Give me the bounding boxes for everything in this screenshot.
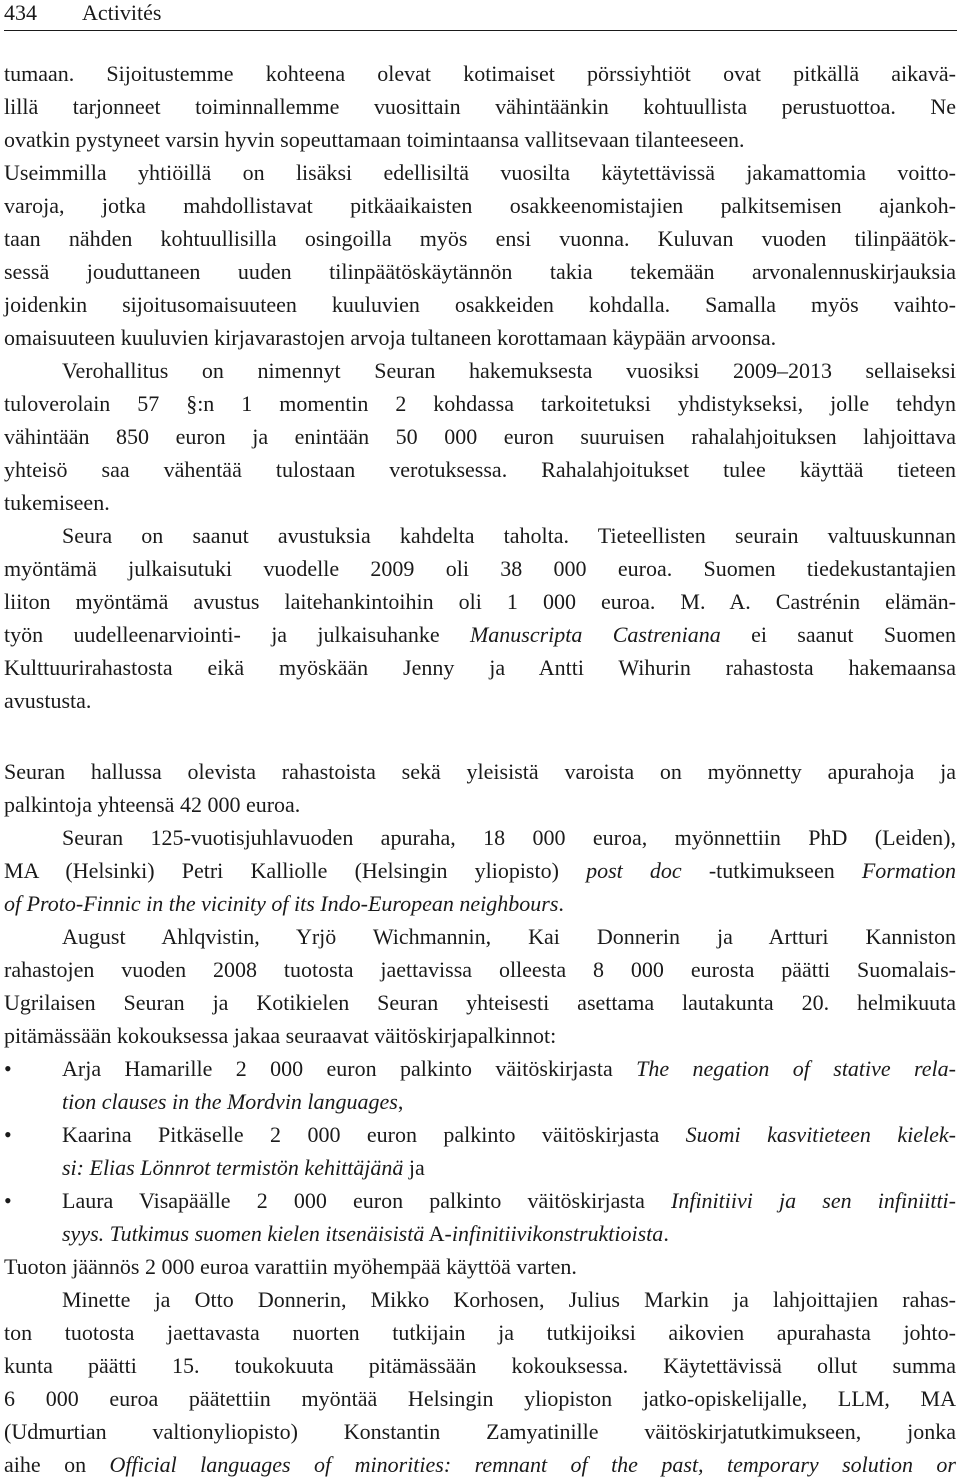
text-line: ovatkin pystyneet varsin hyvin sopeuttamaan toimintaansa vallitsevaan tilanteeseen. [4,127,745,152]
text-line: Ugrilaisen Seuran ja Kotikielen Seuran yhteisesti asettama lautakunta 20. helmikuuta [4,990,956,1015]
text-line: August Ahlqvistin, Yrjö Wichmannin, Kai Donnerin ja Artturi Kanniston [62,924,956,949]
text-line: kunta päätti 15. toukokuuta pitämässään kokouksessa. Käytettävissä ollut summa [4,1353,956,1378]
text-line: Kulttuurirahastosta eikä myöskään Jenny ja Antti Wihurin rahastosta hakemaansa [4,655,956,680]
italic-title: Official languages of minorities: remnant of the past, temporary solution or [109,1452,956,1477]
text-line: taan nähden kohtuullisilla osingoilla myös ensi vuonna. Kuluvan vuoden tilinpäätök- [4,226,956,251]
text-run: , [397,1089,404,1114]
text-line [4,1448,956,1481]
text-line: (Udmurtian valtionyliopisto) Konstantin Zamyatinille väitöskirjatutkimukseen, jonka [4,1419,956,1444]
italic-title: Formation [861,858,956,883]
text-line: Seuran hallussa olevista rahastoista sekä yleisistä varoista on myönnetty apurahoja ja [4,759,956,784]
text-line: pitämässään kokouksessa jakaa seuraavat väitöskirjapalkinnot: [4,1023,557,1048]
text-line: varoja, jotka mahdollistavat pitkäaikaisten osakkeenomistajien palkitsemisen ajankoh- [4,193,956,218]
text-line: yhteisö saa vähentää tulostaan verotuksessa. Rahalahjoitukset tulee käyttää tieteen [4,457,956,482]
text-run: -tutkimukseen [681,858,862,883]
text-line: tuloverolain 57 §:n 1 momentin 2 kohdassa tarkoitetuksi yhdistykseksi, jolle tehdyn [4,391,956,416]
text-line: vähintään 850 euron ja enintään 50 000 euron suuruisen rahalahjoituksen lahjoittava [4,424,956,449]
text-run: aihe on [4,1452,110,1477]
text-line: tumaan. Sijoitustemme kohteena olevat kotimaiset pörssiyhtiöt ovat pitkällä aikavä- [4,61,956,86]
text-line: lillä tarjonneet toiminnallemme vuosittain vähintäänkin kohtuullista perustuottoa. Ne [4,94,956,119]
text-line: myöntämä julkaisutuki vuodelle 2009 oli 38 000 euroa. Suomen tiedekustantajien [4,556,956,581]
bullet-marker: • [4,1056,12,1081]
text-run: Laura Visapäälle 2 000 euron palkinto väitöskirjasta [62,1188,671,1213]
text-run: . [663,1221,669,1246]
italic-title: syys. Tutkimus suomen kielen itsenäisistä [62,1221,425,1246]
header-rule [4,30,957,31]
text-line: avustusta. [4,688,92,713]
text-run: Arja Hamarille 2 000 euron palkinto väitöskirjasta [62,1056,637,1081]
italic-title: Manuscripta Castreniana [469,622,721,647]
list-item-continuation [62,1085,956,1118]
italic-title: si: Elias Lönnrot termistön kehittäjänä [62,1155,404,1180]
text-line: rahastojen vuoden 2008 tuotosta jaettavissa olleesta 8 000 eurosta päätti Suomalais- [4,957,956,982]
text-line: joidenkin sijoitusomaisuuteen kuuluvien osakkeiden kohdalla. Samalla myös vaihto- [4,292,956,317]
text-line: Seuran 125-vuotisjuhlavuoden apuraha, 18 000 euroa, myönnettiin PhD (Leiden), [62,825,956,850]
italic-term: post doc [586,858,682,883]
text-line: omaisuuteen kuuluvien kirjavarastojen arvoja tultaneen korottamaan käypään arvoonsa. [4,325,777,350]
bullet-marker: • [4,1122,12,1147]
italic-title: Infinitiivi ja sen infiniitti- [671,1188,956,1213]
list-item [62,1052,956,1085]
italic-title: of Proto-Finnic in the vicinity of its Indo-European neighbours [4,891,559,916]
italic-title: The negation of stative rela- [636,1056,956,1081]
text-line: 6 000 euroa päätettiin myöntää Helsingin yliopiston jatko-opiskelijalle, LLM, MA [4,1386,956,1411]
text-line: Minette ja Otto Donnerin, Mikko Korhosen, Julius Markin ja lahjoittajien rahas- [62,1287,956,1312]
section-title: Activités [82,0,162,25]
text-line: Tuoton jäännös 2 000 euroa varattiin myöhempää käyttöä varten. [4,1254,577,1279]
text-line: liiton myöntämä avustus laitehankintoihin oli 1 000 euroa. M. A. Castrénin elämän- [4,589,956,614]
text-line: Useimmilla yhtiöillä on lisäksi edellisiltä vuosilta käytettävissä jakamattomia voitto- [4,160,956,185]
text-run: Kaarina Pitkäselle 2 000 euron palkinto väitöskirjasta [62,1122,686,1147]
running-head [4,0,956,28]
bullet-marker: • [4,1188,12,1213]
text-run: . [558,891,564,916]
text-line [4,618,956,651]
text-run: MA (Helsinki) Petri Kalliolle (Helsingin yliopisto) [4,858,587,883]
page-number: 434 [4,0,37,25]
text-line: Verohallitus on nimennyt Seuran hakemuksesta vuosiksi 2009–2013 sellaiseksi [62,358,956,383]
text-run: ja [403,1155,425,1180]
text-line: ton tuotosta jaettavasta nuorten tutkijain ja tutkijoiksi aikovien apurahasta johto- [4,1320,956,1345]
list-item [62,1184,956,1217]
list-item [62,1118,956,1151]
italic-title: tion clauses in the Mordvin languages [62,1089,398,1114]
text-line [4,854,956,887]
text-line: palkintoja yhteensä 42 000 euroa. [4,792,301,817]
text-run: A- [424,1221,452,1246]
text-run: työn uudelleenarviointi- ja julkaisuhanke [4,622,470,647]
text-line [4,887,956,920]
text-line: Seura on saanut avustuksia kahdelta taholta. Tieteellisten seurain valtuuskunnan [62,523,956,548]
text-run: ei saanut Suomen [720,622,956,647]
text-line: sessä jouduttaneen uuden tilinpäätöskäytännön takia tekemään arvonalennuskirjauksia [4,259,956,284]
text-line: tukemiseen. [4,490,110,515]
list-item-continuation [62,1151,956,1184]
italic-title: Suomi kasvitieteen kielek- [685,1122,956,1147]
italic-title: infinitiivikonstruktioista [451,1221,664,1246]
list-item-continuation [62,1217,956,1250]
